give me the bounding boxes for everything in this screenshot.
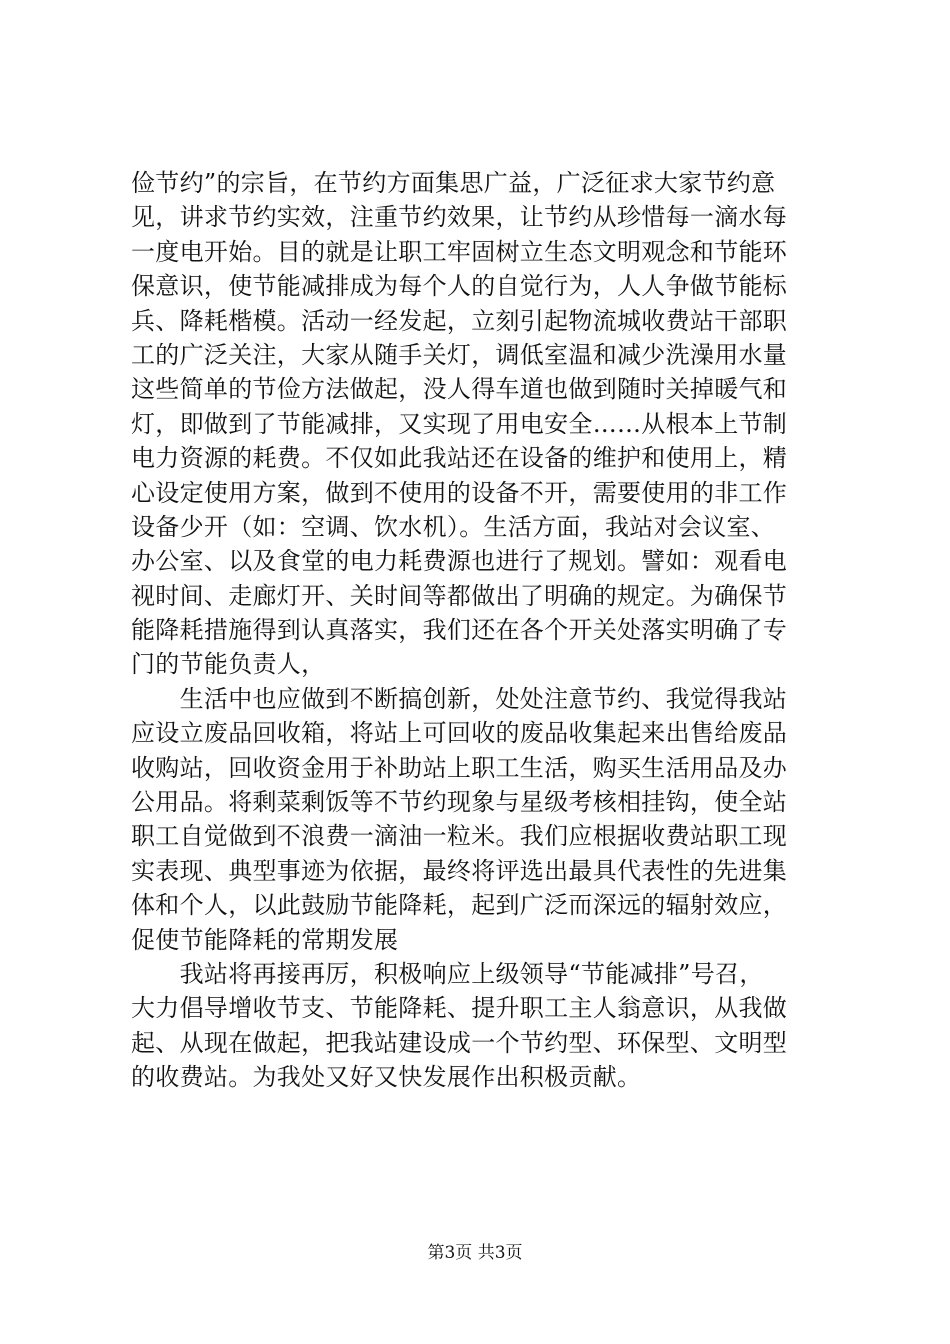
text-line: 的收费站。为我处又好又快发展作出积极贡献。 [131,1063,642,1092]
text-line: 体和个人，以此鼓励节能降耗，起到广泛而深远的辐射效应， [131,891,788,920]
text-line: 促使节能降耗的常期发展 [131,925,399,954]
text-line: 大力倡导增收节支、节能降耗、提升职工主人翁意识，从我做 [131,994,788,1023]
text-line: 职工自觉做到不浪费一滴油一粒米。我们应根据收费站职工现 [131,822,788,851]
text-line: 一度电开始。目的就是让职工牢固树立生态文明观念和节能环 [131,237,788,266]
text-line: 这些简单的节俭方法做起，没人得车道也做到随时关掉暖气和 [131,375,788,404]
text-line: 实表现、典型事迹为依据，最终将评选出最具代表性的先进集 [131,856,788,885]
text-line: 心设定使用方案，做到不使用的设备不开，需要使用的非工作 [131,478,788,507]
text-line: 兵、降耗楷模。活动一经发起，立刻引起物流城收费站干部职 [131,306,788,335]
text-line: 办公室、以及食堂的电力耗费源也进行了规划。譬如：观看电 [131,547,788,576]
text-line: 公用品。将剩菜剩饭等不节约现象与星级考核相挂钩，使全站 [131,788,788,817]
text-line: 起、从现在做起，把我站建设成一个节约型、环保型、文明型 [131,1028,788,1057]
text-line: 门的节能负责人， [131,650,326,679]
page-number: 第3页 共3页 [427,1243,523,1263]
text-line: 视时间、走廊灯开、关时间等都做出了明确的规定。为确保节 [131,581,788,610]
text-line: 收购站，回收资金用于补助站上职工生活，购买生活用品及办 [131,753,788,782]
text-line: 能降耗措施得到认真落实，我们还在各个开关处落实明确了专 [131,616,788,645]
text-line: 工的广泛关注，大家从随手关灯，调低室温和减少洗澡用水量 [131,340,788,369]
text-line: 应设立废品回收箱，将站上可回收的废品收集起来出售给废品 [131,719,788,748]
text-line: 见，讲求节约实效，注重节约效果，让节约从珍惜每一滴水每 [131,203,788,232]
text-line: 保意识，使节能减排成为每个人的自觉行为，人人争做节能标 [131,272,788,301]
text-line: 电力资源的耗费。不仅如此我站还在设备的维护和使用上，精 [131,444,788,473]
text-line: 我站将再接再厉，积极响应上级领导“节能减排”号召， [131,959,764,988]
text-line: 俭节约”的宗旨，在节约方面集思广益，广泛征求大家节约意 [131,169,776,197]
text-line: 设备少开（如：空调、饮水机）。生活方面，我站对会议室、 [131,512,776,541]
text-line: 灯，即做到了节能减排，又实现了用电安全……从根本上节制 [131,409,788,438]
text-line: 生活中也应做到不断搞创新，处处注意节约、我觉得我站 [131,684,788,713]
document-body [131,166,831,1095]
